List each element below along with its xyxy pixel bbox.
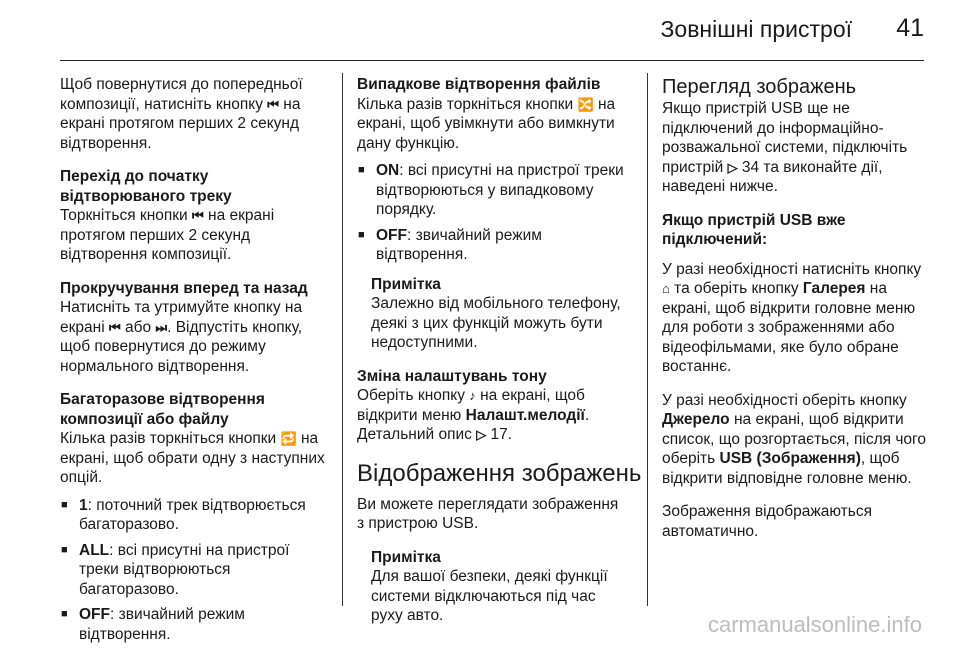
option-text: : всі присутні на пристрої треки відтворюються багаторазово. xyxy=(79,541,290,598)
heading-scroll: Прокручування вперед та назад xyxy=(60,279,308,297)
text: Торкніться кнопки xyxy=(60,207,193,224)
paragraph xyxy=(60,206,328,265)
page-number: 41 xyxy=(896,14,924,42)
heading-images: Відображення зображень xyxy=(357,459,642,487)
heading-connected: Якщо пристрій USB вже підключений: xyxy=(662,211,846,248)
text: на екрані, щоб відкрити меню xyxy=(357,387,585,424)
column-divider xyxy=(342,73,343,606)
option-key: ALL xyxy=(79,541,110,559)
repeat-icon: 🔁 xyxy=(280,431,297,446)
next-track-icon: ⏭ xyxy=(155,319,168,335)
option-key: OFF xyxy=(79,606,110,623)
shuffle-icon: 🔀 xyxy=(577,96,594,112)
text: Щоб повернутися до попередньої композиції, натисніть кнопку xyxy=(60,76,303,113)
text: 34 та виконайте дії, наведені нижче. xyxy=(662,158,883,195)
list-item xyxy=(357,161,629,220)
list-item xyxy=(357,226,629,265)
text: на екрані, щоб увімкнути або вимкнути дану функцію. xyxy=(357,95,616,152)
heading-view: Перегляд зображень xyxy=(662,76,857,98)
paragraph xyxy=(662,391,930,489)
column-1 xyxy=(60,75,328,654)
text: Кілька разів торкніться кнопки xyxy=(60,430,281,447)
text: . Відпустіть кнопку, щоб повернутися до режиму нормального відтворення. xyxy=(60,318,303,375)
column-divider xyxy=(647,73,648,606)
note xyxy=(371,275,629,353)
page-reference: 17. xyxy=(486,426,513,443)
option-name: USB (Зображення) xyxy=(719,450,861,467)
text: на екрані протягом перших 2 секунд відтворення композиції. xyxy=(60,207,275,263)
paragraph xyxy=(662,260,930,377)
option-key: 1 xyxy=(79,496,88,514)
heading-repeat: Багаторазове відтворення композиції або файлу xyxy=(60,391,265,428)
note xyxy=(371,548,629,626)
column-3 xyxy=(662,75,930,555)
reference-arrow-icon: ▷ xyxy=(476,427,487,442)
text: . Детальний опис xyxy=(357,406,590,443)
text: на екрані, щоб відкрити список, що розгортається, після чого оберіть xyxy=(662,411,926,467)
text: У разі необхідності оберіть кнопку xyxy=(662,391,907,409)
paragraph xyxy=(357,95,629,154)
repeat-options xyxy=(60,496,328,645)
option-key: ON xyxy=(376,162,400,179)
home-icon: ⌂ xyxy=(662,281,670,296)
button-name: Галерея xyxy=(802,280,866,297)
tone-icon: ♪ xyxy=(469,388,476,403)
text: У разі необхідності натисніть кнопку xyxy=(662,260,922,278)
reference-arrow-icon: ▷ xyxy=(727,159,738,175)
section-title: Зовнішні пристрої xyxy=(660,16,852,42)
text: , щоб відкрити відповідне головне меню. xyxy=(662,450,912,487)
paragraph xyxy=(357,386,629,445)
previous-track-icon: ⏮ xyxy=(192,208,204,223)
note-text: Залежно від мобільного телефону, деякі з цих функцій можуть бути недоступними. xyxy=(371,295,621,351)
note-text: Для вашої безпеки, деякі функції системи відключаються під час руху авто. xyxy=(371,568,608,624)
text: на екрані, щоб обрати одну з наступних опцій. xyxy=(60,430,325,486)
option-text: : всі присутні на пристрої треки відтворюються у випадковому порядку. xyxy=(376,162,624,218)
text: Кілька разів торкніться кнопки xyxy=(357,95,578,113)
text: та оберіть кнопку xyxy=(669,280,803,297)
option-text: : звичайний режим відтворення. xyxy=(79,606,245,643)
heading-track-start: Перехід до початку відтворюваного треку xyxy=(60,168,232,205)
page-header xyxy=(0,0,960,62)
paragraph xyxy=(60,429,328,488)
paragraph: Зображення відображаються автоматично. xyxy=(662,503,872,540)
watermark: carmanualsonline.info xyxy=(707,612,922,637)
text: Натисніть та утримуйте кнопку на екрані xyxy=(60,299,303,336)
previous-track-icon: ⏮ xyxy=(267,96,279,112)
option-text: : звичайний режим відтворення. xyxy=(376,226,542,263)
option-text: : поточний трек відтворюється багаторазово. xyxy=(79,496,306,533)
list-item xyxy=(60,605,328,644)
note-title: Примітка xyxy=(371,275,441,293)
heading-random: Випадкове відтворення файлів xyxy=(357,76,601,93)
column-2 xyxy=(357,75,642,640)
previous-track-icon: ⏮ xyxy=(108,319,121,335)
note-title: Примітка xyxy=(371,548,441,566)
random-options xyxy=(357,161,629,265)
text: Оберіть кнопку xyxy=(357,387,470,404)
header-rule xyxy=(60,60,924,61)
text: Якщо пристрій USB ще не підключений до інформаційно-розважальної системи, підключіть пристрій xyxy=(662,100,908,176)
list-item xyxy=(60,541,328,600)
paragraph: Ви можете переглядати зображення з пристрою USB. xyxy=(357,495,619,532)
button-name: Джерело xyxy=(662,411,730,428)
paragraph xyxy=(60,75,328,153)
text: на екрані, щоб відкрити головне меню для роботи з зображеннями або відеофільмами, яке було обране востаннє. xyxy=(662,280,916,375)
option-key: OFF xyxy=(376,226,407,244)
heading-tone: Зміна налаштувань тону xyxy=(357,367,547,385)
paragraph xyxy=(662,99,930,197)
text: або xyxy=(120,318,156,336)
text: на екрані протягом перших 2 секунд відтворення. xyxy=(60,95,301,152)
menu-name: Налашт.мелодії xyxy=(465,406,585,424)
paragraph xyxy=(60,298,328,376)
list-item xyxy=(60,496,328,535)
